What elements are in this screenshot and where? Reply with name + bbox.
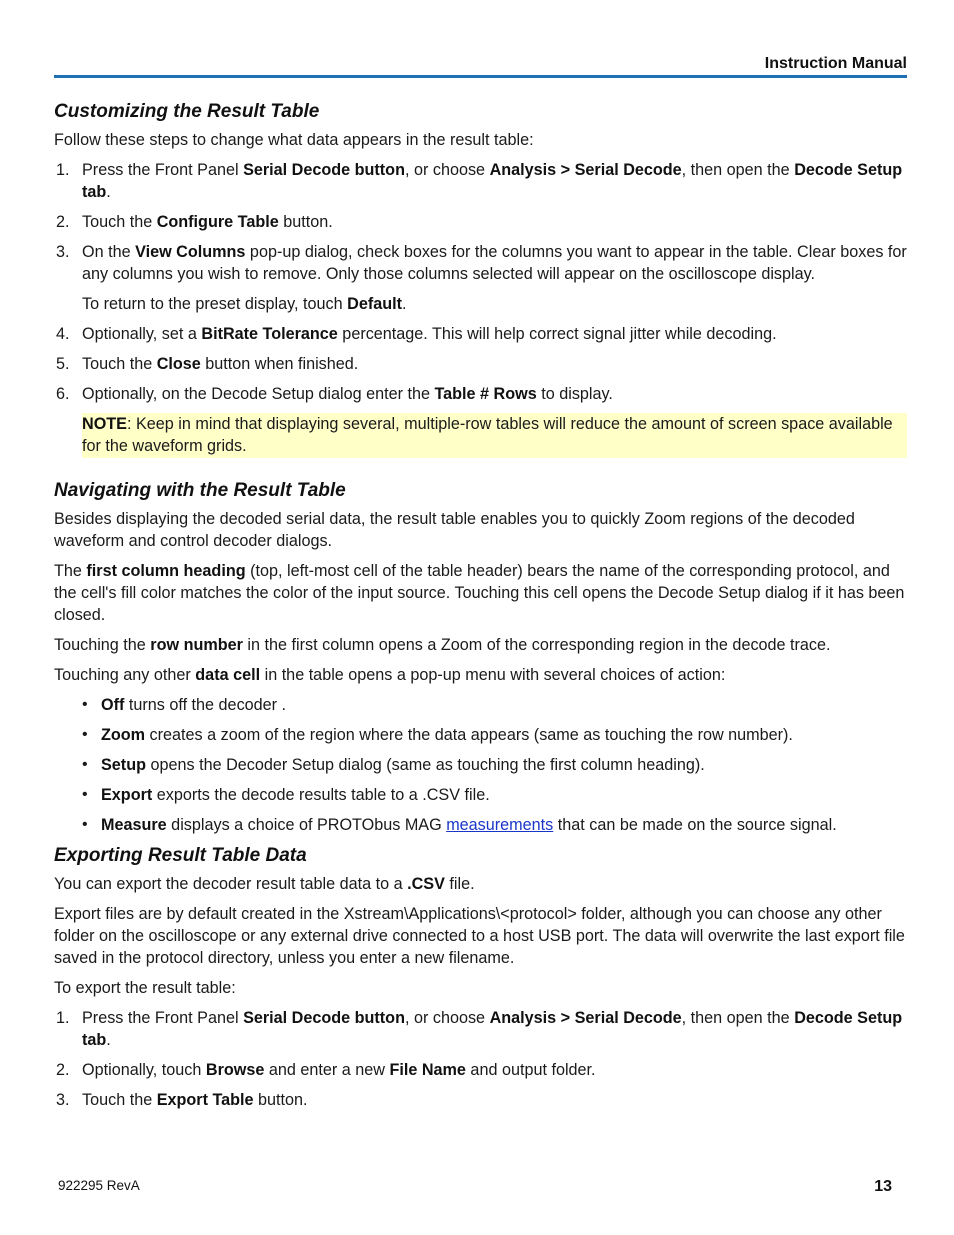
- page-content: [54, 100, 907, 1119]
- step-text: Optionally, touch: [82, 1061, 206, 1079]
- step-text: , then open the: [681, 161, 795, 179]
- step-text: and output folder.: [465, 1061, 596, 1079]
- paragraph: [54, 664, 907, 686]
- step-text: .: [106, 183, 111, 201]
- section-title: Customizing the Result Table: [54, 101, 320, 122]
- step-number: 3.: [56, 243, 70, 261]
- step-bold: Analysis > Serial Decode: [489, 161, 682, 179]
- bullet-text: opens the Decoder Setup dialog (same as touching the first column heading).: [145, 756, 705, 774]
- step-number: 1.: [56, 161, 70, 179]
- bullet-text: exports the decode results table to a .CSV file.: [152, 786, 490, 804]
- step-item: [54, 323, 907, 345]
- step-text: Press the Front Panel: [82, 161, 244, 179]
- step-bold: BitRate Tolerance: [201, 325, 338, 343]
- step-number: 2.: [56, 213, 70, 231]
- step-text: Touch the: [82, 355, 157, 373]
- step-bold: File Name: [389, 1061, 466, 1079]
- section-exporting: [54, 844, 907, 1111]
- step-text: pop-up dialog, check boxes for the columns you want to appear in the table. Clear boxes for any columns you wish to remove. Only those columns selected will appear on the oscilloscope display.: [82, 243, 907, 283]
- bullet-item: [54, 754, 907, 776]
- paragraph: Export files are by default created in the Xstream\Applications\<protocol> folder, although you can choose any other folder on the oscilloscope or any external drive connected to a host USB port. The data will overwrite the last export file saved in the protocol directory, unless you enter a new filename.: [54, 905, 905, 967]
- para-bold: row number: [150, 636, 243, 654]
- bullet-item: [54, 694, 907, 716]
- step-number: 6.: [56, 385, 70, 403]
- section-intro: Follow these steps to change what data appears in the result table:: [54, 131, 534, 149]
- step-bold: Serial Decode button: [243, 161, 405, 179]
- step-bold: Close: [156, 355, 201, 373]
- note-label: NOTE: [82, 415, 127, 433]
- step-item: [54, 159, 907, 203]
- paragraph: [54, 560, 907, 626]
- step-item: [54, 211, 907, 233]
- section-title: Exporting Result Table Data: [54, 845, 307, 866]
- step-text: Optionally, on the Decode Setup dialog enter the: [82, 385, 435, 403]
- step-text: .: [402, 295, 407, 313]
- step-text: Press the Front Panel: [82, 1009, 244, 1027]
- bullet-bold: Off: [101, 696, 125, 714]
- bullet-text: turns off the decoder .: [124, 696, 287, 714]
- para-text: Touching any other: [54, 666, 196, 684]
- bullet-text: that can be made on the source signal.: [553, 816, 837, 834]
- paragraph: [54, 634, 907, 656]
- bullet-dot-icon: •: [82, 816, 88, 833]
- paragraph: [54, 873, 907, 895]
- step-bold: Decode Setup tab: [82, 1009, 903, 1049]
- step-text: Optionally, set a: [82, 325, 202, 343]
- steps-list: [54, 159, 907, 405]
- step-number: 3.: [56, 1091, 70, 1109]
- page-header: [54, 54, 907, 78]
- step-text: and enter a new: [264, 1061, 390, 1079]
- step-item: [54, 241, 907, 315]
- paragraph: To export the result table:: [54, 979, 236, 997]
- step-text: , then open the: [681, 1009, 795, 1027]
- step-number: 5.: [56, 355, 70, 373]
- step-text: to display.: [536, 385, 613, 403]
- step-text: On the: [82, 243, 136, 261]
- bullet-list: [54, 694, 907, 836]
- bullet-dot-icon: •: [82, 786, 88, 803]
- paragraph: Besides displaying the decoded serial data, the result table enables you to quickly Zoom regions of the decoded waveform and control decoder dialogs.: [54, 510, 855, 550]
- para-text: in the table opens a pop-up menu with several choices of action:: [260, 666, 726, 684]
- footer-page-number: 13: [874, 1178, 892, 1195]
- bullet-bold: Setup: [101, 756, 146, 774]
- step-text: button.: [253, 1091, 308, 1109]
- bullet-text: creates a zoom of the region where the data appears (same as touching the row number).: [145, 726, 793, 744]
- para-text: You can export the decoder result table data to a: [54, 875, 408, 893]
- step-subtext: [82, 293, 907, 315]
- step-bold: Configure Table: [156, 213, 279, 231]
- step-bold: Export Table: [156, 1091, 254, 1109]
- step-item: [54, 1059, 907, 1081]
- step-bold: View Columns: [135, 243, 246, 261]
- bullet-bold: Measure: [101, 816, 167, 834]
- para-text: (top, left-most cell of the table header) bears the name of the corresponding protocol, and the cell's fill color matches the color of the input source. Touching this cell opens the Decode Setup dialog if it has been closed.: [54, 562, 905, 624]
- step-item: [54, 353, 907, 375]
- header-title: Instruction Manual: [764, 55, 907, 72]
- step-number: 1.: [56, 1009, 70, 1027]
- measurements-link[interactable]: measurements: [446, 816, 554, 834]
- bullet-dot-icon: •: [82, 756, 88, 773]
- step-item: [54, 383, 907, 405]
- step-text: , or choose: [404, 1009, 490, 1027]
- bullet-bold: Export: [101, 786, 153, 804]
- bullet-dot-icon: •: [82, 726, 88, 743]
- step-text: , or choose: [404, 161, 490, 179]
- step-text: button.: [278, 213, 333, 231]
- bullet-item: [54, 814, 907, 836]
- step-bold: Default: [347, 295, 403, 313]
- para-text: Touching the: [54, 636, 151, 654]
- bullet-item: [54, 724, 907, 746]
- para-text: The: [54, 562, 87, 580]
- step-bold: Browse: [205, 1061, 265, 1079]
- step-text: Touch the: [82, 213, 157, 231]
- step-number: 2.: [56, 1061, 70, 1079]
- step-bold: Table # Rows: [434, 385, 537, 403]
- step-text: button when finished.: [200, 355, 359, 373]
- footer-doc-id: 922295 RevA: [58, 1178, 140, 1193]
- para-bold: first column heading: [86, 562, 246, 580]
- section-customizing: [54, 100, 907, 458]
- section-title: Navigating with the Result Table: [54, 480, 346, 501]
- step-item: [54, 1089, 907, 1111]
- steps-list: [54, 1007, 907, 1111]
- step-bold: Serial Decode button: [243, 1009, 405, 1027]
- bullet-dot-icon: •: [82, 696, 88, 713]
- bullet-text: displays a choice of PROTObus MAG: [166, 816, 447, 834]
- para-text: file.: [444, 875, 475, 893]
- step-text: Touch the: [82, 1091, 157, 1109]
- step-text: .: [106, 1031, 111, 1049]
- para-bold: data cell: [195, 666, 261, 684]
- note-text: : Keep in mind that displaying several, multiple-row tables will reduce the amount of screen space available for the waveform grids.: [82, 415, 893, 455]
- para-bold: .CSV: [407, 875, 445, 893]
- step-bold: Decode Setup tab: [82, 161, 903, 201]
- step-bold: Analysis > Serial Decode: [489, 1009, 682, 1027]
- step-item: [54, 1007, 907, 1051]
- para-text: in the first column opens a Zoom of the corresponding region in the decode trace.: [242, 636, 831, 654]
- section-navigating: [54, 479, 907, 836]
- bullet-item: [54, 784, 907, 806]
- step-text: To return to the preset display, touch: [82, 295, 348, 313]
- step-number: 4.: [56, 325, 70, 343]
- note-box: [82, 413, 907, 458]
- bullet-bold: Zoom: [101, 726, 146, 744]
- step-text: percentage. This will help correct signal jitter while decoding.: [337, 325, 777, 343]
